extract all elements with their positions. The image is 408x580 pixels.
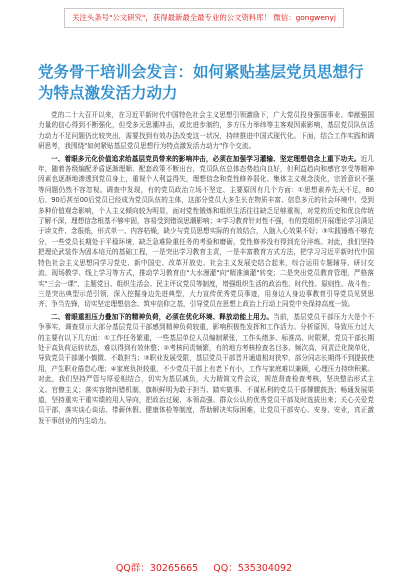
section-2-heading: 二、着眼重担压力叠加下的精神负荷，必须在优化环境、释放动能上用力。 xyxy=(51,312,274,321)
qq-group: QQ群：30265665 xyxy=(115,563,199,574)
page-title: 党务骨干培训会发言：如何紧贴基层党员思想行为特点激发活力动力 xyxy=(38,63,364,102)
intro-paragraph: 党的二十大召开以来，在习近平新时代中国特色社会主义思想引领激励下，广大党员投身强国事业、奉献强国力量的信心得到不断强化，但受多元思潮冲击，或比进步制约，多方压力举纬等主客观因素影响，基层党员队伍活力动力不足问题仍比较突出，需要找到有效办法改变这一状况，持续推进中国式现代化。下面，结合工作实践和调研思考，我围绕"如何紧贴基层党员思想行为特点激发活力动力"作个交流。 xyxy=(38,111,374,151)
section-1-paragraph xyxy=(38,154,374,310)
header-banner: 关注头条号"公文研究"，获得最新最全最专业的公文资料库！ 微信：gongwenyj xyxy=(64,8,344,28)
section-1-text: 近几年，随着各级编配矛盾逐渐理顺、配套政策不断出台，党员队伍总体态势趋向良好，但利益趋向和感官享受等精神因素也逐渐地渗透到党员身上，重视个人利益得失，理想信念和党性修养弱化、集体主义观念淡化，宗旨意识不强等问题仍然不容忽视。调查中发现，有的党员政治立场不坚定、主要原因有几个方面：①思想素养先天不足，80后、90后甚至00后党员已经成为党员队伍的主体，这部分党员大多生长在物质丰富、信息多元的社会环境中，受到多种价值观念影响，个人主义倾向较为明显，面对党性锻炼和组织生活往往缺乏足够重视，对党的历史和优良传统了解不深，理想信念根基不够牢固，容易受到错误思潮影响；②学习教育针对性不强，有的党组织开展理论学习满足于读文件、念报纸，形式单一、内容枯燥，缺少与党员思想实际的有效结合，入脑入心效果不好；③实践锤炼不够充分，一些党员长期处于平稳环境，缺乏急难险重任务的考验和磨砺，党性修养没有得到充分淬炼。对此，我们坚持把理论武装作为固本培元的基础工程，一是突出学习教育主责，一是丰富教育方式方法，把学习习近平新时代中国特色社会主义思想同学习党史、新中国史、改革开放史、社会主义发展史结合起来，综合运用专题辅导、研讨交流、现场教学、线上学习等方式，推动学习教育由"大水漫灌"向"精准滴灌"转变；二是突出党员教育管理，严格落实"三会一课"、主题党日、组织生活会、民主评议党员等制度，增强组织生活的政治性、时代性、原则性、战斗性；三是突出典型示范引领，深入挖掘身边先进典型，大力宣传优秀党员事迹，用身边人身边事教育引导党员见贤思齐、争当先锋，切实坚定理想信念、筑牢信仰之基，引导党员在思想上政治上行动上同党中央保持高度一致。 xyxy=(38,154,374,309)
article-body xyxy=(38,110,374,428)
section-2-text: 当前，基层党员干部压力大是个不争事实，调查显示大部分基层党员干部感到精神负荷较重，影响积极性发挥和工作活力。分析原因，导致压力过大的主要有以下几方面：①工作任务繁重，一些基层单位人员编制紧张，工作头绪多、标准高、时限紧，党员干部长期处于高负荷运转状态，难以得到有效休整；②考核问责频繁，有的地方考核检查名目多、频次高，问责泛化简单化，导致党员干部谨小慎微、不敢担当；③职业发展受限，基层党员干部晋升通道相对狭窄，部分同志长期得不到提拔使用，产生职业倦怠心理；④家庭负担较重，不少党员干部上有老下有小，工作与家庭难以兼顾，心理压力持续积累。对此，我们坚持严管与厚爱相结合，切实为基层减负，大力精简文件会议，规范督查检查考核，坚决整治形式主义、官僚主义；落实容错纠错机制，旗帜鲜明为敢于担当、踏实做事、不谋私利的党员干部撑腰鼓劲；畅通发展渠道，坚持重实干重实绩的用人导向，把政治过硬、本领高强、群众公认的优秀党员干部及时选拔出来；关心关爱党员干部，落实谈心谈话、带薪休假、健康体检等制度，帮助解决实际困难，让党员干部安心、安身、安业，真正激发干事创业的内生动力。 xyxy=(38,312,374,425)
footer-contact xyxy=(0,560,408,574)
section-1-heading: 一、着眼多元化价值追求给基层党员带来的影响冲击，必须在加强学习灌输、坚定理想信念上重下功夫。 xyxy=(51,154,361,163)
qq-number: QQ：535304092 xyxy=(213,563,293,574)
section-2-paragraph xyxy=(38,312,374,426)
